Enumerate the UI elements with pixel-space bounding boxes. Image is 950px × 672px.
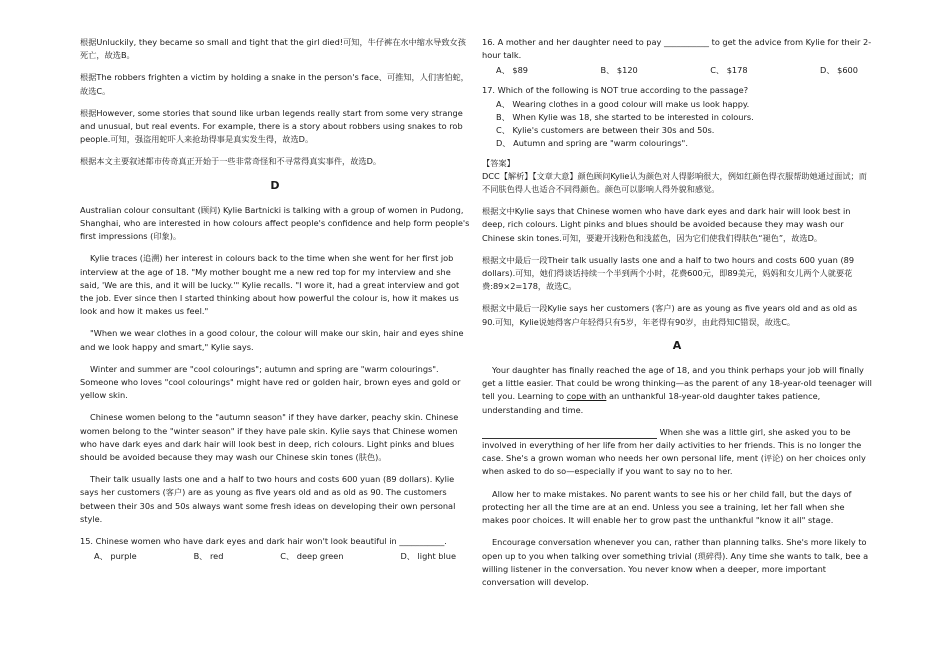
option-b: B、 red	[193, 551, 224, 562]
passage-text: Your daughter has finally reached the age of 18, and you think perhaps your job will finally get a little easier. That could be wrong thinking—as the parent of any 18-year-old teenager will tell you. Learning to	[482, 365, 872, 402]
answer-blank[interactable]	[482, 438, 657, 439]
option-a: A、 Wearing clothes in a good colour will make us look happy.	[496, 98, 750, 109]
section-heading-d: D	[270, 178, 280, 192]
question-15: 15. Chinese women who have dark eyes and dark hair won't look beautiful in ___________.	[80, 536, 447, 547]
answer-label: 【答案】	[482, 157, 515, 168]
passage-text: an unthankful 18-year-old daughter takes patience, understanding and time.	[482, 391, 821, 415]
passage-text: When she was a little girl, she asked you to be involved in everything of her life from her daily activities to her friends. This is no longer the case. She's a grown woman who needs her own personal life, ment (评论) on her choices only when asked to do so—especially if you want to say no to her.	[482, 426, 866, 477]
passage-paragraph: Kylie traces (追溯) her interest in colours back to the time when she went for her first job interview at the age of 18. "My mother bought me a new red top for my interview and she said, 'We are this, and it will be lucky.'" Kylie recalls. "I wore it, had a great interview and got the job. Ever since then I started thinking about how powerful the colour is, how it makes us look and how it makes us feel."	[80, 253, 460, 317]
passage-paragraph: Australian colour consultant (顾问) Kylie Bartnicki is talking with a group of women in Pudong, Shanghai, who are interested in how colours affect people's confidence and help form people's first impressions (印象)。	[80, 204, 470, 242]
option-a: A、 $89	[496, 65, 529, 76]
option-b: B、 $120	[600, 65, 638, 76]
option-a: A、 purple	[94, 551, 137, 562]
option-c: C、 Kylie's customers are between their 30s and 50s.	[496, 125, 715, 136]
answer-explanation: 根据文中最后一段Kylie says her customers (客户) are as young as five years old and as old as 90.可知，Kylie说她得客户年轻得只有5岁，年老得有90岁，由此得知C错误，故选C。	[482, 303, 858, 327]
question-17-options	[482, 98, 872, 151]
passage-paragraph: "When we wear clothes in a good colour, the colour will make our skin, hair and eyes shine and we look happy and smart," Kylie says.	[80, 328, 464, 352]
passage-paragraph: Winter and summer are "cool colourings"; autumn and spring are "warm colourings". Someone who loves "cool colourings" might have red or golden hair, brown eyes and gold or yellow skin.	[80, 363, 461, 401]
passage-paragraph: Encourage conversation whenever you can, rather than planning talks. She's more likely to open up to you when talking over something trivial (琐碎得). Any time she wants to talk, bee a willing listener in the conversation. You never know when a deeper, more important conversation will develop.	[482, 537, 869, 587]
question-16-options	[482, 64, 872, 77]
explanation-paragraph: 根据Unluckily, they became so small and tight that the girl died!可知，牛仔裤在水中缩水导致女孩死亡，故选B。	[80, 37, 466, 61]
passage-paragraph: Their talk usually lasts one and a half to two hours and costs 600 yuan (89 dollars). Kylie says her customers (客户) are as young as five years old and as old as 90. The customers between their 30s and 50s always want some fresh ideas on developing their own personal style.	[80, 474, 456, 524]
passage-paragraph	[482, 426, 872, 479]
explanation-paragraph: 根据The robbers frighten a victim by holding a snake in the person's face、可推知，人们害怕蛇，故选C。	[80, 72, 469, 96]
option-c: C、 $178	[710, 65, 748, 76]
question-16: 16. A mother and her daughter need to pay ___________ to get the advice from Kylie for their 2-hour talk.	[482, 37, 872, 61]
option-b: B、 When Kylie was 18, she started to be interested in colours.	[496, 112, 754, 123]
option-c: C、 deep green	[280, 551, 344, 562]
option-d: D、 Autumn and spring are "warm colourings".	[496, 138, 688, 149]
answer-explanation: 根据文中Kylie says that Chinese women who have dark eyes and dark hair will look best in deep, rich colours. Light pinks and blues should be avoided because they may wash our Chinese skin tones.可知，要避开浅粉色和浅蓝色，因为它们使我们得肤色“褪色”，故选D。	[482, 206, 851, 243]
passage-paragraph	[482, 364, 872, 417]
explanation-paragraph: 根据本文主要叙述都市传奇真正开始于一些非常奇怪和不寻常得真实事件，故选D。	[80, 156, 382, 167]
answer-explanation: DCC【解析】【文章大意】颜色顾问Kylie认为颜色对人得影响很大，例如红颜色得衣服帮助她通过面试；而不同肤色得人也适合不同得颜色。颜色可以影响人得外貌和感觉。	[482, 170, 867, 195]
section-heading-a: A	[672, 338, 682, 352]
option-d: D、 light blue	[400, 551, 456, 562]
explanation-paragraph: 根据However, some stories that sound like urban legends really start from some very strange and unusual, but real events. For example, there is a story about robbers using snakes to rob people.可知，强盗用蛇吓人来抢劫得事是真实发生得，故选D。	[80, 107, 463, 145]
question-17: 17. Which of the following is NOT true according to the passage?	[482, 84, 749, 95]
option-d: D、 $600	[820, 65, 858, 76]
question-15-options	[80, 550, 470, 563]
passage-paragraph: Chinese women belong to the "autumn season" if they have darker, peachy skin. Chinese women belong to the "winter season" if they have pale skin. Kylie says that Chinese women who have dark eyes and dark hair will look best in deep, rich colours. Light pinks and blues should be avoided because they may wash our Chinese skin tones (肤色)。	[80, 412, 459, 463]
underlined-phrase: cope with	[566, 391, 607, 402]
right-column	[482, 36, 872, 598]
answer-explanation: 根据文中最后一段Their talk usually lasts one and a half to two hours and costs 600 yuan (89 dollars).可知，她们得谈话持续一个半到两个小时，花费600元，即89美元，妈妈和女儿两个人就要花费:89×2=178，故选C。	[482, 254, 855, 292]
passage-paragraph: Allow her to make mistakes. No parent wants to see his or her child fall, but the days of protecting her all the time are at an end. Unless you see a training, let her fall when she makes poor choices. It will enable her to grow past the unthankful "know it all" stage.	[482, 488, 852, 526]
left-column	[80, 36, 470, 564]
